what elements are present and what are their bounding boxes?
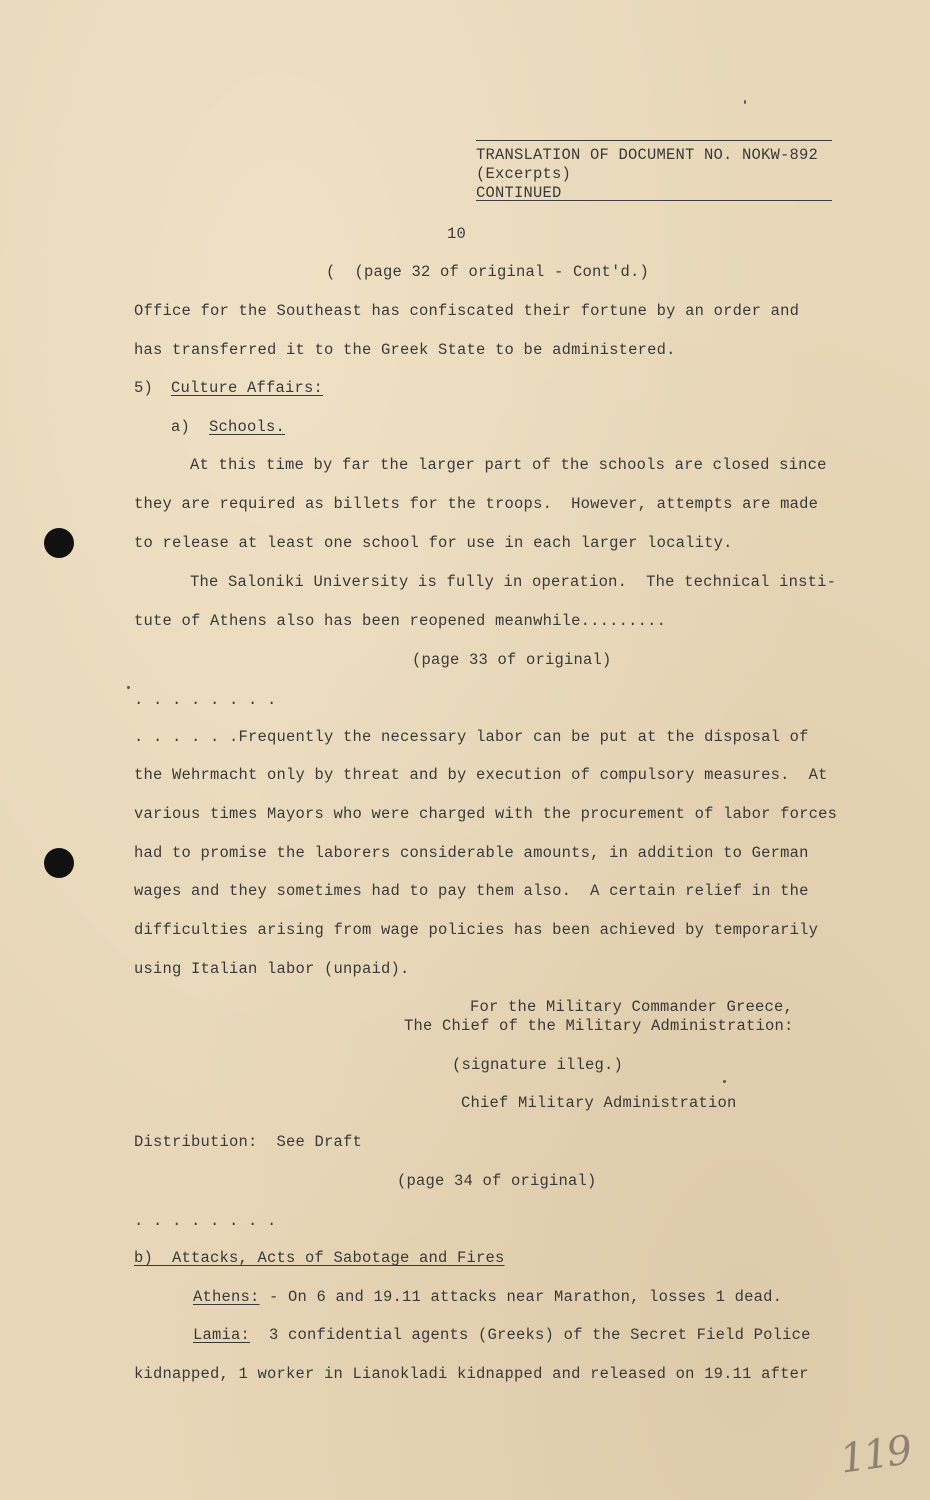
page-ref-34: (page 34 of original) xyxy=(397,1172,597,1190)
ellipsis-row: . . . . . . . . xyxy=(134,1212,277,1230)
athens-label: Athens: xyxy=(193,1288,260,1306)
page-ref-33: (page 33 of original) xyxy=(412,651,612,669)
signature-line-2: The Chief of the Military Administration: xyxy=(404,1017,794,1035)
section-5-title: Culture Affairs: xyxy=(171,379,324,397)
lamia-text: 3 confidential agents (Greeks) of the Secret Field Police xyxy=(250,1326,811,1344)
signature-line-1: For the Military Commander Greece, xyxy=(470,998,794,1016)
body-line: tute of Athens also has been reopened meanwhile......... xyxy=(134,612,667,630)
section-b-title: b) Attacks, Acts of Sabotage and Fires xyxy=(134,1249,505,1267)
lamia-label: Lamia: xyxy=(193,1326,251,1344)
athens-text: - On 6 and 19.11 attacks near Marathon, losses 1 dead. xyxy=(259,1288,783,1306)
body-line: kidnapped, 1 worker in Lianokladi kidnapped and released on 19.11 after xyxy=(134,1365,809,1383)
distribution-line: Distribution: See Draft xyxy=(134,1133,363,1151)
header-rule-bottom xyxy=(476,200,832,201)
punch-hole xyxy=(44,528,74,558)
signature-illegible: (signature illeg.) xyxy=(452,1056,624,1074)
punch-hole xyxy=(44,848,74,878)
body-line: to release at least one school for use in each larger locality. xyxy=(134,534,733,552)
body-line: At this time by far the larger part of the schools are closed since xyxy=(190,456,827,474)
body-line: the Wehrmacht only by threat and by execution of compulsory measures. At xyxy=(134,766,828,784)
page-ref-32: ( (page 32 of original - Cont'd.) xyxy=(326,263,650,281)
document-subtitle: (Excerpts) xyxy=(476,165,572,183)
body-line: they are required as billets for the troops. However, attempts are made xyxy=(134,495,819,513)
body-line: The Saloniki University is fully in operation. The technical insti- xyxy=(190,573,837,591)
subsection-a-title: Schools. xyxy=(209,418,286,436)
body-line: had to promise the laborers considerable amounts, in addition to German xyxy=(134,844,809,862)
paper-speck xyxy=(723,1080,726,1083)
body-line: Office for the Southeast has confiscated their fortune by an order and xyxy=(134,302,800,320)
body-line: . . . . . .Frequently the necessary labor can be put at the disposal of xyxy=(134,728,809,746)
continued-label: CONTINUED xyxy=(476,184,562,202)
body-line: wages and they sometimes had to pay them also. A certain relief in the xyxy=(134,882,809,900)
athens-entry xyxy=(193,1287,782,1307)
body-line: difficulties arising from wage policies has been achieved by temporarily xyxy=(134,921,819,939)
signature-title: Chief Military Administration xyxy=(461,1094,737,1112)
body-line: various times Mayors who were charged with the procurement of labor forces xyxy=(134,805,838,823)
lamia-entry xyxy=(193,1325,811,1345)
ellipsis-row: . . . . . . . . xyxy=(134,691,277,709)
subsection-a-label: a) xyxy=(171,418,191,436)
body-line: using Italian labor (unpaid). xyxy=(134,960,410,978)
document-title: TRANSLATION OF DOCUMENT NO. NOKW-892 xyxy=(476,146,819,164)
body-line: has transferred it to the Greek State to be administered. xyxy=(134,341,676,359)
paper-speck xyxy=(127,686,130,689)
paper-speck xyxy=(744,100,746,104)
header-rule-top xyxy=(476,140,832,141)
section-5-number: 5) xyxy=(134,379,154,397)
page-number: 10 xyxy=(447,225,467,243)
handwritten-folio-number: 119 xyxy=(837,1427,914,1483)
